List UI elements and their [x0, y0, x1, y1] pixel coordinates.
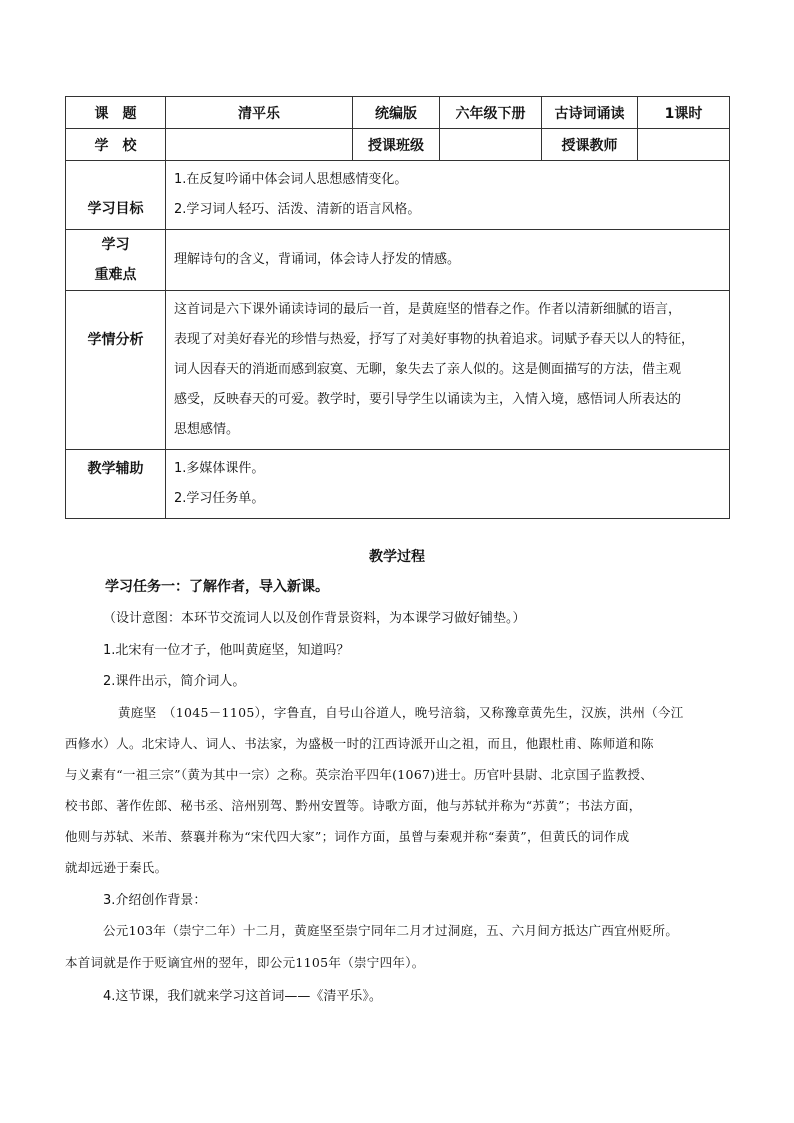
aid-item: 2.学习任务单。	[174, 491, 265, 506]
background-line: 公元103年（崇宁二年）十二月，黄庭坚至崇宁同年二月才过洞庭，五、六月间方抵达广西宜州贬所。	[103, 923, 679, 938]
class-value	[440, 129, 542, 161]
analysis-line: 表现了对美好春光的珍惜与热爱，抒写了对美好事物的执着追求。词赋予春天以人的特征，	[174, 332, 695, 347]
background-line: 本首词就是作于贬谪宜州的翌年，即公元1105年（崇宁四年）。	[65, 955, 425, 970]
task-one-heading: 学习任务一：了解作者，导入新课。	[105, 579, 329, 595]
analysis-line: 词人因春天的消逝而感到寂寞、无聊，象失去了亲人似的。这是侧面描写的方法，借主观	[174, 362, 682, 377]
difficulty-row	[66, 230, 730, 291]
goal-item: 1.在反复吟诵中体会词人思想感情变化。	[174, 172, 408, 187]
question-3: 3.介绍创作背景：	[103, 893, 207, 908]
difficulty-label-line1: 学习	[101, 237, 130, 253]
aids-row	[66, 450, 730, 519]
aids-content	[166, 450, 730, 519]
bio-line: 校书郎、著作佐郎、秘书丞、涪州别驾、黔州安置等。诗歌方面，他与苏轼并称为“苏黄”；书法方面，	[65, 798, 642, 813]
school-row	[66, 129, 730, 161]
bio-line: 与义素有“一祖三宗”（黄为其中一宗）之称。英宗治平四年(1067)进士。历官叶县尉、北京国子监教授、	[65, 767, 654, 782]
header-row	[66, 97, 730, 129]
aids-label: 教学辅助	[66, 450, 166, 519]
lesson-title: 清平乐	[166, 97, 353, 129]
school-value	[166, 129, 353, 161]
question-1: 1.北宋有一位才子，他叫黄庭坚，知道吗？	[103, 643, 350, 658]
analysis-row	[66, 291, 730, 450]
process-title: 教学过程	[369, 549, 425, 565]
question-4: 4.这节课，我们就来学习这首词——《清平乐》。	[103, 989, 382, 1004]
bio-line: 黄庭坚 （1045－1105），字鲁直，自号山谷道人，晚号涪翁，又称豫章黄先生，汉族，洪州（今江	[118, 705, 684, 720]
difficulty-content: 理解诗句的含义，背诵词，体会诗人抒发的情感。	[166, 230, 730, 291]
bio-line: 西修水）人。北宋诗人、词人、书法家，为盛极一时的江西诗派开山之祖，而且，他跟杜甫、陈师道和陈	[65, 736, 654, 751]
goals-row	[66, 161, 730, 230]
category: 古诗词诵读	[542, 97, 638, 129]
analysis-line: 思想感情。	[174, 422, 240, 437]
lesson-info-table	[65, 96, 730, 519]
school-label: 学 校	[66, 129, 166, 161]
question-2: 2.课件出示，简介词人。	[103, 674, 246, 689]
analysis-content	[166, 291, 730, 450]
goals-label: 学习目标	[66, 161, 166, 230]
course-label: 课 题	[66, 97, 166, 129]
teacher-label: 授课教师	[542, 129, 638, 161]
analysis-line: 这首词是六下课外诵读诗词的最后一首，是黄庭坚的惜春之作。作者以清新细腻的语言，	[174, 302, 682, 317]
difficulty-label	[66, 230, 166, 291]
aid-item: 1.多媒体课件。	[174, 461, 265, 476]
analysis-line: 感受，反映春天的可爱。教学时，要引导学生以诵读为主，入情入境，感悟词人所表达的	[174, 392, 682, 407]
goals-content	[166, 161, 730, 230]
design-intent: （设计意图：本环节交流词人以及创作背景资料，为本课学习做好铺垫。）	[103, 611, 526, 626]
analysis-label: 学情分析	[66, 291, 166, 450]
goal-item: 2.学习词人轻巧、活泼、清新的语言风格。	[174, 202, 421, 217]
bio-line: 就却远逊于秦氏。	[65, 860, 168, 875]
duration: 1课时	[638, 97, 730, 129]
bio-line: 他则与苏轼、米芾、蔡襄并称为“宋代四大家”；词作方面，虽曾与秦观并称“秦黄”，但黄氏的词作成	[65, 829, 630, 844]
class-label: 授课班级	[353, 129, 440, 161]
difficulty-label-line2: 重难点	[94, 267, 137, 283]
teacher-value	[638, 129, 730, 161]
edition: 统编版	[353, 97, 440, 129]
grade: 六年级下册	[440, 97, 542, 129]
